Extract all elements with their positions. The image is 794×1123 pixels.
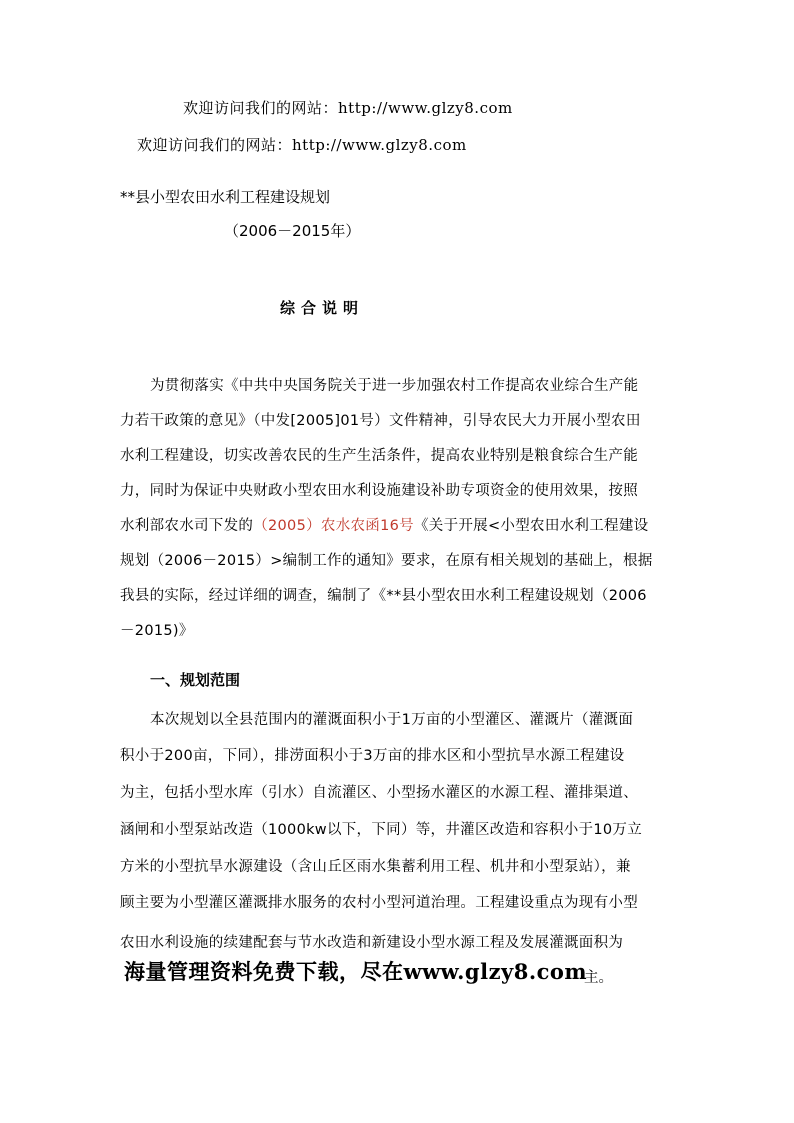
document-years: （2006－2015年） [224,222,361,240]
section-1-line: 积小于200亩，下同），排涝面积小于3万亩的排水区和小型抗旱水源工程建设 [120,748,625,764]
intro-line-prefix: 水利部农水司下发的 [120,518,254,534]
intro-line: 水利工程建设，切实改善农民的生产生活条件，提高农业特别是粮食综合生产能 [120,448,638,464]
section-1-line: 本次规划以全县范围内的灌溉面积小于1万亩的小型灌区、灌溉片（灌溉面 [150,712,634,728]
intro-line: 为贯彻落实《中共中央国务院关于进一步加强农村工作提高农业综合生产能 [150,378,639,394]
footer-advertisement: 海量管理资料免费下载，尽在www.glzy8.com [124,959,588,984]
section-1-line: 为主，包括小型水库（引水）自流灌区、小型扬水灌区的水源工程、灌排渠道、 [120,785,638,801]
intro-line: 力若干政策的意见》（中发[2005]01号）文件精神，引导农民大力开展小型农田 [120,413,641,429]
intro-line-with-reference [120,514,648,535]
intro-line: －2015)》 [120,623,194,639]
intro-line: 力，同时为保证中央财政小型农田水利设施建设补助专项资金的使用效果，按照 [120,483,638,499]
paragraph-tail: 主。 [584,970,613,986]
section-heading-summary: 综合说明 [280,299,365,317]
intro-line-suffix: 《关于开展<小型农田水利工程建设 [413,518,649,534]
section-1-title: 一、规划范围 [150,671,241,689]
document-title: **县小型农田水利工程建设规划 [120,188,331,206]
website-banner-1: 欢迎访问我们的网站：http://www.glzy8.com [183,99,513,117]
section-1-line: 涵闸和小型泵站改造（1000kw以下，下同）等，井灌区改造和容积小于10万立 [120,822,643,838]
website-banner-2: 欢迎访问我们的网站：http://www.glzy8.com [137,136,467,154]
section-1-line: 农田水利设施的续建配套与节水改造和新建设小型水源工程及发展灌溉面积为 [120,935,624,951]
document-reference-number: （2005）农水农函16号 [253,518,414,534]
intro-line: 我县的实际，经过详细的调查，编制了《**县小型农田水利工程建设规划（2006 [120,588,647,604]
intro-line: 规划（2006－2015）>编制工作的通知》要求，在原有相关规划的基础上，根据 [120,553,653,569]
section-1-line: 顾主要为小型灌区灌溉排水服务的农村小型河道治理。工程建设重点为现有小型 [120,895,638,911]
section-1-line: 方米的小型抗旱水源建设（含山丘区雨水集蓄利用工程、机井和小型泵站），兼 [120,859,631,875]
